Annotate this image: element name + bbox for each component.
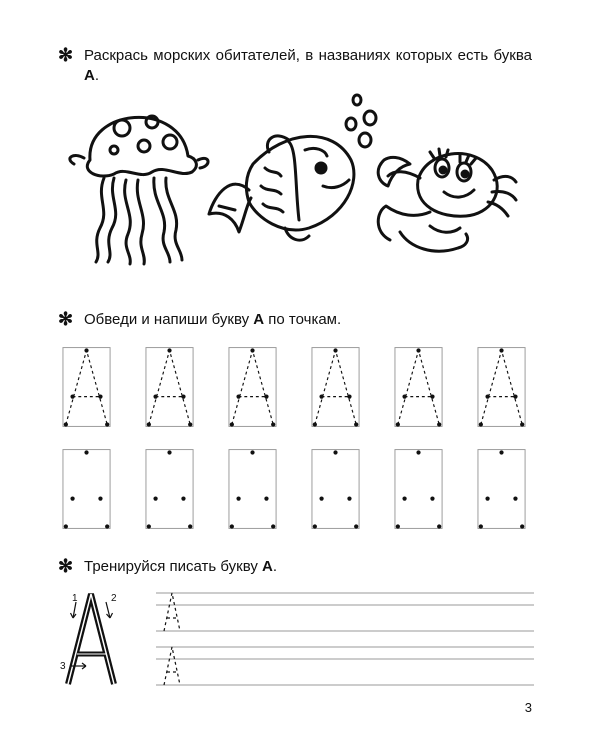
trace-cell-dashed[interactable] (62, 346, 112, 428)
trace-cell-dashed[interactable] (228, 346, 278, 428)
trace-cell-dotted[interactable] (477, 448, 527, 530)
page-number: 3 (524, 700, 532, 715)
stroke-number-3: 3 (60, 661, 66, 672)
instruction-text: Тренируйся писать букву А. (84, 558, 278, 575)
letter-stroke-order-model (58, 588, 138, 688)
trace-cell-dotted[interactable] (311, 448, 361, 530)
crab-icon (370, 136, 530, 276)
instruction-text: Раскрась морских обитателей, в названиях которых есть буква А. (84, 47, 532, 84)
asterisk-icon: ✻ (58, 309, 74, 329)
trace-cell-dashed[interactable] (477, 346, 527, 428)
trace-cell-dotted[interactable] (394, 448, 444, 530)
trace-cell-dashed[interactable] (394, 346, 444, 428)
trace-cell-dashed[interactable] (311, 346, 361, 428)
writing-practice-lines (150, 585, 540, 695)
stroke-number-1: 1 (72, 593, 78, 604)
fish-icon (205, 90, 390, 260)
asterisk-icon: ✻ (58, 45, 74, 65)
trace-cell-dotted[interactable] (62, 448, 112, 530)
trace-cell-dotted[interactable] (145, 448, 195, 530)
trace-cell-dashed[interactable] (145, 346, 195, 428)
stroke-number-2: 2 (111, 593, 117, 604)
asterisk-icon: ✻ (58, 556, 74, 576)
trace-cell-dotted[interactable] (228, 448, 278, 530)
instruction-text: Обведи и напиши букву А по точкам. (84, 311, 342, 328)
jellyfish-icon (60, 98, 220, 268)
